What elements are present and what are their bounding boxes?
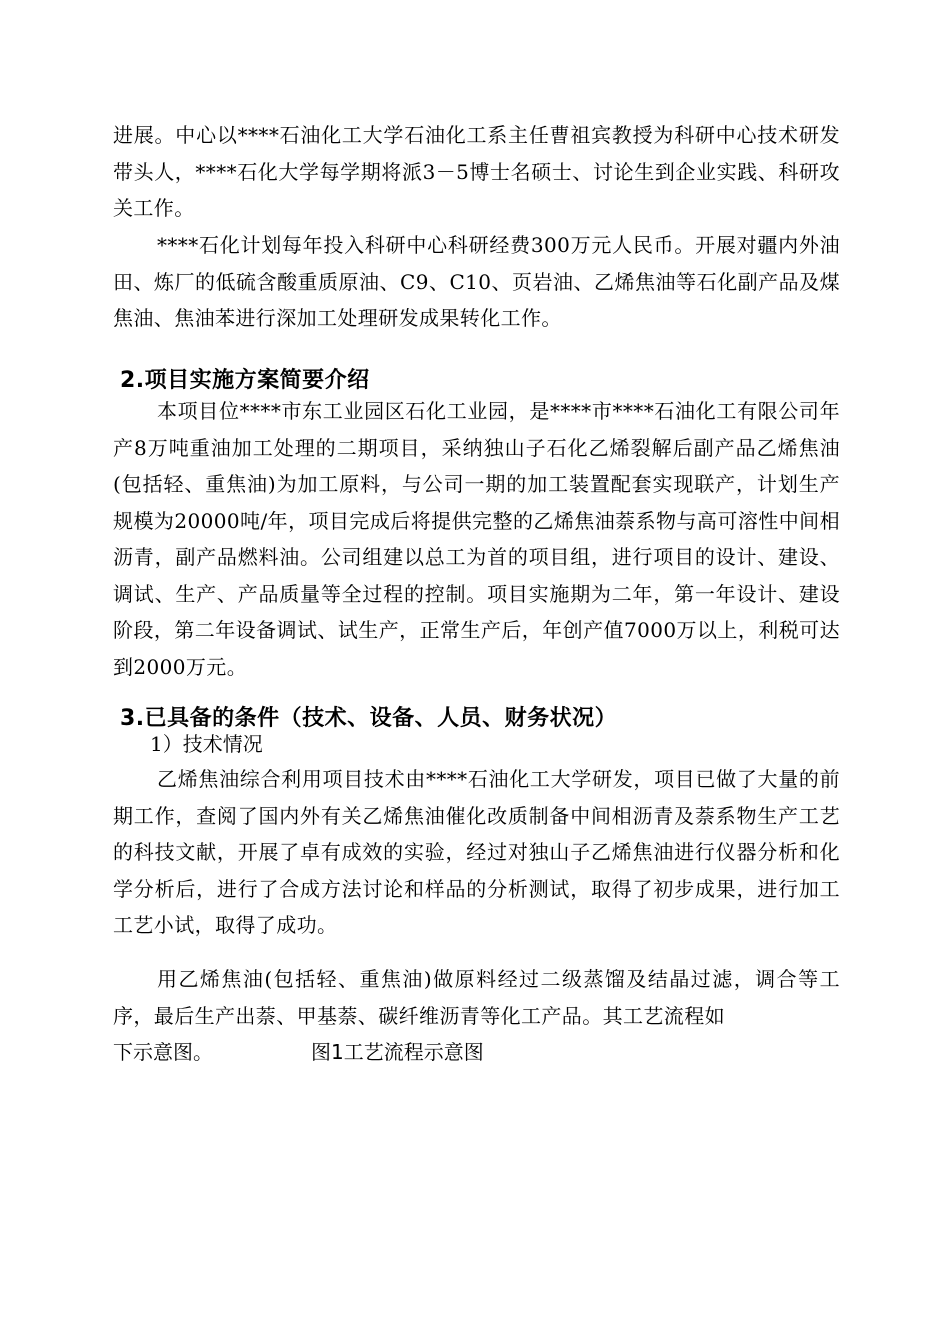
paragraph-research-lead: 进展。中心以****石油化工大学石油化工系主任曹祖宾教授为科研中心技术研发带头人，****石化大学每学期将派3－5博士名硕士、讨论生到企业实践、科研攻关工作。	[113, 123, 840, 220]
paragraph-research-funding: ****石化计划每年投入科研中心科研经费300万元人民币。开展对疆内外油田、炼厂的低硫含酸重质原油、C9、C10、页岩油、乙烯焦油等石化副产品及煤焦油、焦油苯进行深加工处理研发成果转化工作。	[113, 233, 840, 330]
paragraph-implementation-plan: 本项目位****市东工业园区石化工业园，是****市****石油化工有限公司年产8万吨重油加工处理的二期项目，采纳独山子石化乙烯裂解后副产品乙烯焦油(包括轻、重焦油)为加工原料，与公司一期的加工装置配套实现联产，计划生产规模为20000吨/年，项目完成后将提供完整的乙烯焦油萘系物与高可溶性中间相沥青，副产品燃料油。公司组建以总工为首的项目组，进行项目的设计、建设、调试、生产、产品质量等全过程的控制。项目实施期为二年，第一年设计、建设阶段，第二年设备调试、试生产，正常生产后，年创产值7000万以上，利税可达到2000万元。	[113, 399, 840, 679]
figure-caption-line	[113, 1034, 484, 1070]
section-heading-implementation: 2.项目实施方案简要介绍	[120, 368, 370, 393]
paragraph-tail: 下示意图。	[113, 1040, 213, 1064]
paragraph-technology-details: 乙烯焦油综合利用项目技术由****石油化工大学研发，项目已做了大量的前期工作，查阅了国内外有关乙烯焦油催化改质制备中间相沥青及萘系物生产工艺的科技文献，开展了卓有成效的实验，经过对独山子乙烯焦油进行仪器分析和化学分析后，进行了合成方法讨论和样品的分析测试，取得了初步成果，进行加工工艺小试，取得了成功。	[113, 767, 840, 937]
figure-caption: 图1工艺流程示意图	[311, 1040, 484, 1064]
subheading-technology: 1）技术情况	[150, 732, 263, 756]
section-heading-conditions: 3.已具备的条件（技术、设备、人员、财务状况）	[120, 706, 618, 731]
paragraph-process-description: 用乙烯焦油(包括轻、重焦油)做原料经过二级蒸馏及结晶过滤，调合等工序，最后生产出萘、甲基萘、碳纤维沥青等化工产品。其工艺流程如	[113, 967, 840, 1028]
